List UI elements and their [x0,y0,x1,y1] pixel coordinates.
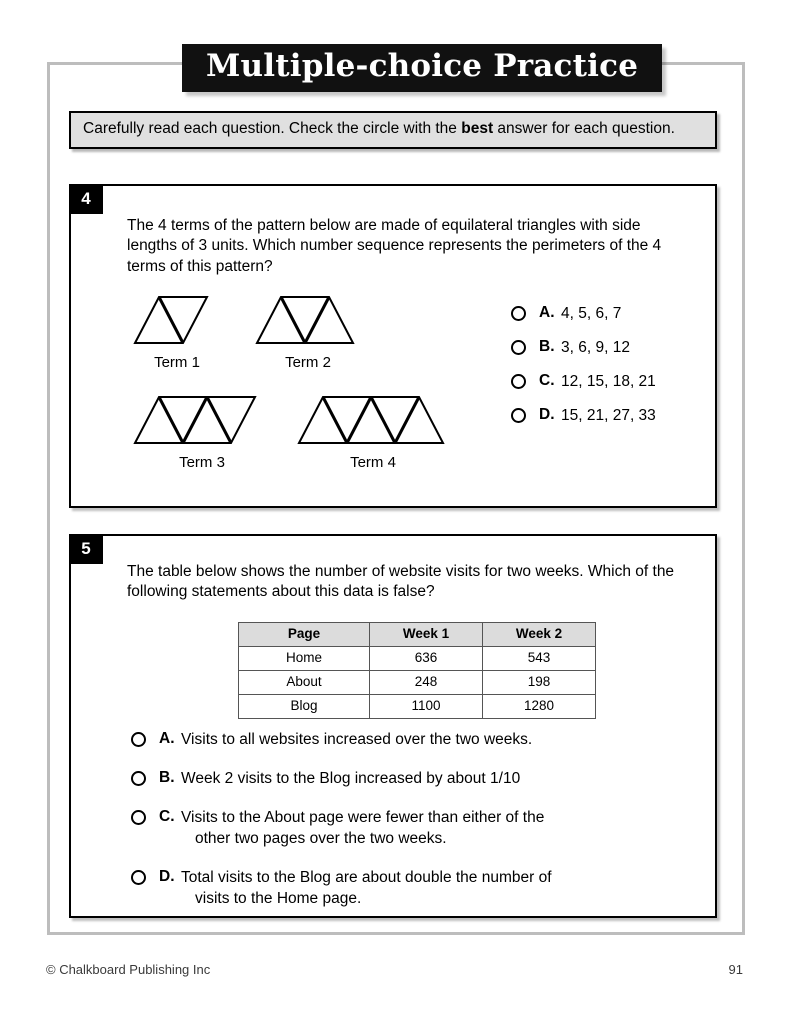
figure-term-1 [116,294,238,370]
term-4-triangle-diagram [293,394,453,446]
question-5-stem: The table below shows the number of website visits for two weeks. Which of the following statements about this data is false? [127,563,675,601]
option-text [181,769,520,790]
option-letter: D. [159,867,175,885]
option-text-line-1: Total visits to the Blog are about double the number of [181,868,552,886]
table-header-row [239,623,596,647]
option-text [181,730,532,751]
table-cell-week-1: 1100 [370,694,483,718]
question-4-stem: The 4 terms of the pattern below are made of equilateral triangles with side lengths of 3 units. Which number sequence represents the perimeters of the 4 terms of this pattern? [127,217,662,275]
figure-term-3 [116,394,288,470]
option-a[interactable] [511,304,711,325]
figure-term-2-label: Term 2 [285,354,331,371]
option-text-line-1: Visits to all websites increased over the two weeks. [181,731,533,748]
option-c[interactable] [511,372,711,393]
page-title: Multiple-choice Practice [182,44,662,92]
question-5-options [131,730,691,928]
radio-circle-icon[interactable] [511,306,526,321]
table-cell-week-1: 248 [370,670,483,694]
term-2-triangle-diagram [251,294,366,346]
option-c[interactable] [131,808,691,850]
option-d[interactable] [511,406,711,427]
table-cell-page: Home [239,646,370,670]
radio-circle-icon[interactable] [511,408,526,423]
question-4-number-badge: 4 [69,184,103,214]
question-5-number-badge: 5 [69,534,103,564]
option-text-line-1: Week 2 visits to the Blog increased by about 1/10 [181,769,521,787]
radio-circle-icon[interactable] [511,340,526,355]
question-4-options [511,304,711,440]
instructions-text-prefix: Carefully read each question. Check the circle with the [83,120,462,137]
instructions-text-emphasis: best [461,120,494,137]
table-column-header-week-1: Week 1 [370,623,483,647]
table-cell-week-2: 543 [483,646,596,670]
figure-term-3-label: Term 3 [179,454,225,471]
website-visits-table [238,622,596,719]
radio-circle-icon[interactable] [131,771,146,786]
option-letter: D. [539,405,555,423]
option-letter: A. [539,304,555,321]
option-letter: C. [159,807,175,825]
table-column-header-week-2: Week 2 [483,623,596,647]
radio-circle-icon[interactable] [131,810,146,825]
option-d[interactable] [131,868,691,910]
term-1-triangle-diagram [132,294,222,346]
figure-row-bottom [116,394,516,470]
table-cell-page: About [239,670,370,694]
footer-copyright: © Chalkboard Publishing Inc [46,962,211,977]
instructions-text-suffix: answer for each question. [493,120,675,137]
figure-term-4 [288,394,458,470]
option-text-line-1: Visits to the About page were fewer than either of the [181,808,545,826]
option-text-line-2: visits to the Home page. [195,889,362,907]
option-letter: B. [539,337,555,355]
table-cell-week-1: 636 [370,646,483,670]
option-letter: B. [159,768,175,786]
figure-term-2 [238,294,378,370]
option-letter: C. [539,371,555,389]
figure-term-4-label: Term 4 [350,454,396,471]
question-4-box [69,184,717,508]
option-text: 4, 5, 6, 7 [561,305,622,322]
option-text-line-2: other two pages over the two weeks. [195,829,447,847]
table-cell-page: Blog [239,694,370,718]
table-row [239,694,596,718]
option-text [181,808,544,850]
instructions-bar [69,111,717,149]
footer-page-number: 91 [728,962,743,977]
option-b[interactable] [511,338,711,359]
question-4-figure-group [116,294,516,470]
term-3-triangle-diagram [132,394,272,446]
option-b[interactable] [131,769,691,790]
question-5-box [69,534,717,918]
table-cell-week-2: 198 [483,670,596,694]
table-cell-week-2: 1280 [483,694,596,718]
option-letter: A. [159,730,175,747]
option-text: 15, 21, 27, 33 [561,406,656,424]
table-row [239,646,596,670]
option-text: 3, 6, 9, 12 [561,338,630,356]
figure-row-top [116,294,516,370]
option-text: 12, 15, 18, 21 [561,372,656,390]
figure-term-1-label: Term 1 [154,354,200,371]
table-row [239,670,596,694]
option-a[interactable] [131,730,691,751]
radio-circle-icon[interactable] [511,374,526,389]
option-text [181,868,552,910]
radio-circle-icon[interactable] [131,870,146,885]
table-column-header-page: Page [239,623,370,647]
radio-circle-icon[interactable] [131,732,146,747]
